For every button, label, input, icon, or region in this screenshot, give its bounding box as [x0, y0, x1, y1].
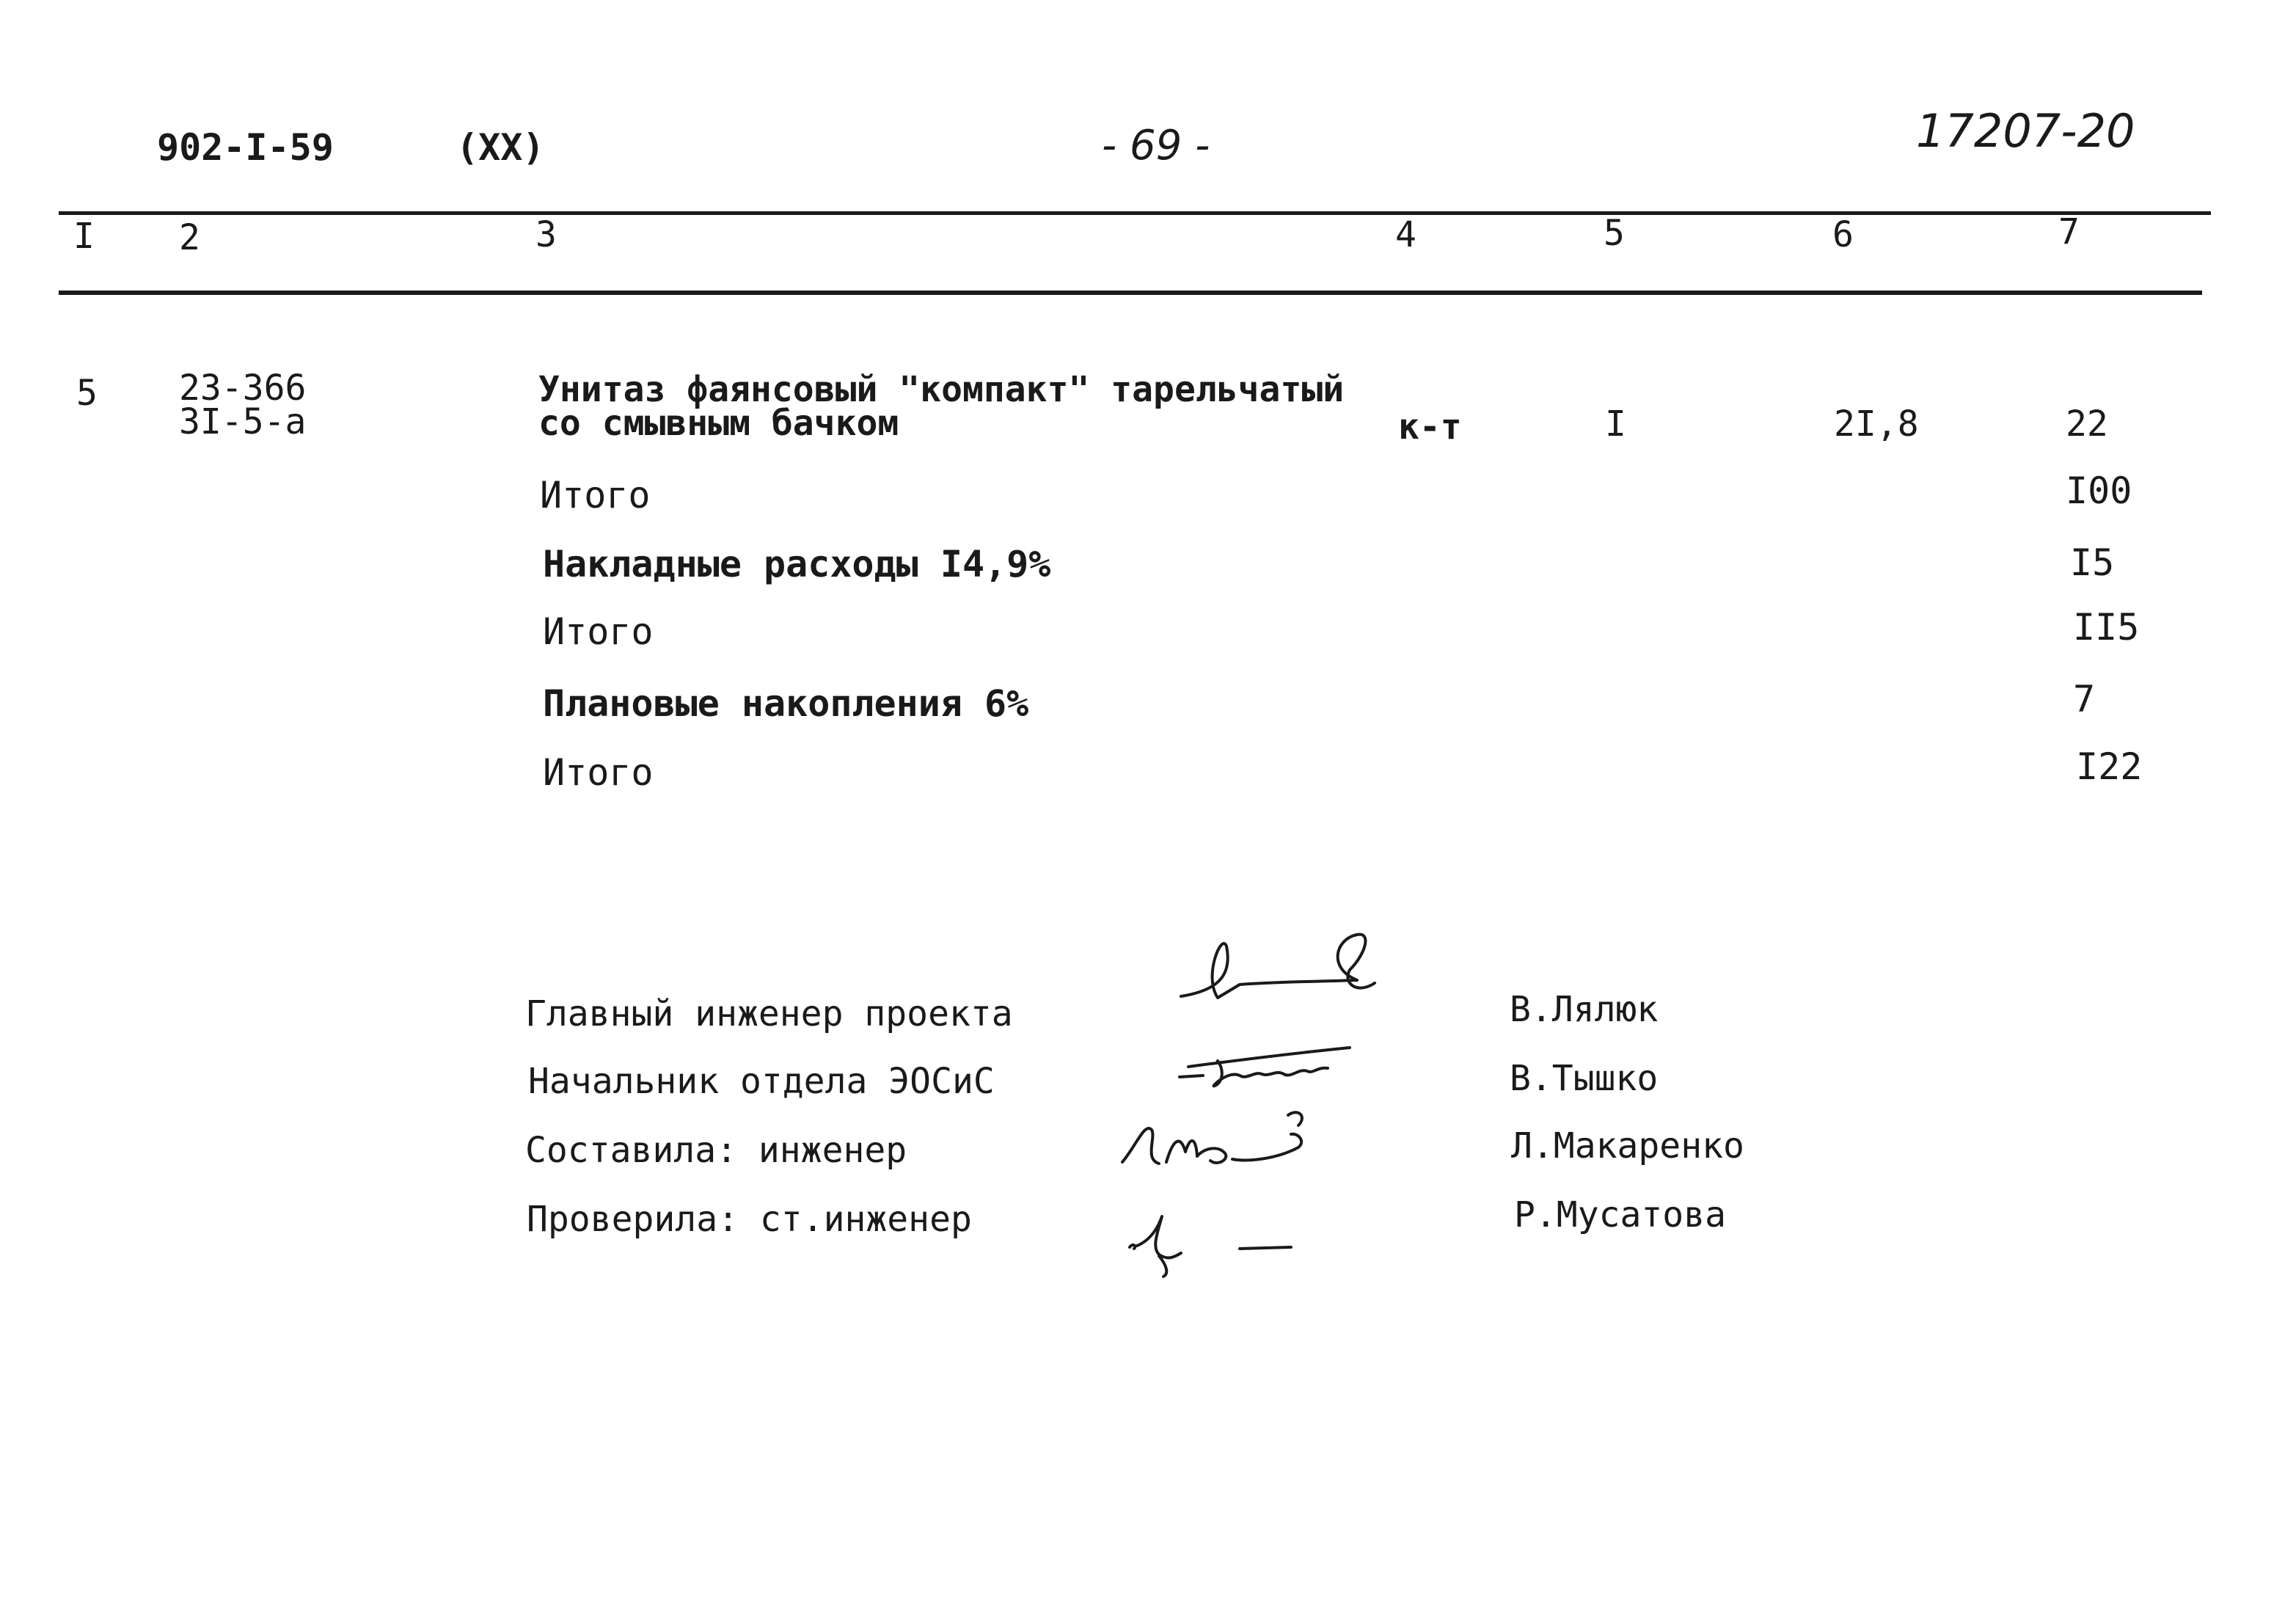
document-series: (XX) — [456, 126, 545, 169]
total-label-3: Итого — [543, 751, 654, 794]
total-label-2: Итого — [543, 610, 654, 653]
planned-savings-value: 7 — [2073, 678, 2096, 720]
column-number-4: 4 — [1395, 214, 1416, 255]
signature-role-4: Проверила: ст.инженер — [527, 1199, 972, 1240]
handwritten-signature-4 — [1115, 1203, 1306, 1284]
total-value-1: I00 — [2066, 470, 2132, 512]
overhead-label: Накладные расходы I4,9% — [543, 543, 1051, 585]
signature-name-1: В.Лялюк — [1510, 989, 1659, 1030]
column-number-6: 6 — [1832, 214, 1854, 255]
total-value-2: II5 — [2073, 606, 2140, 649]
signature-role-2: Начальник отдела ЭОСиС — [528, 1061, 995, 1102]
item-quantity: I — [1605, 404, 1626, 445]
table-top-rule — [59, 211, 2211, 215]
item-cost: 22 — [2066, 404, 2108, 445]
handwritten-signature-1 — [1174, 924, 1386, 1012]
signature-role-3: Составила: инженер — [525, 1130, 907, 1171]
total-value-3: I22 — [2076, 745, 2143, 788]
item-code — [179, 368, 307, 442]
signature-name-4: Р.Мусатова — [1514, 1194, 1726, 1235]
item-code-line-1: 23-366 — [179, 368, 307, 409]
signature-name-2: В.Тышко — [1510, 1058, 1659, 1099]
document-code: 902-I-59 — [157, 126, 334, 169]
overhead-value: I5 — [2070, 541, 2115, 584]
item-number: 5 — [76, 373, 98, 414]
total-label-1: Итого — [540, 474, 651, 516]
archive-number: 17207-20 — [1916, 104, 2135, 158]
item-name-line-2: со смывным бачком — [538, 403, 899, 444]
column-number-5: 5 — [1604, 213, 1625, 254]
item-price: 2I,8 — [1834, 404, 1919, 445]
planned-savings-label: Плановые накопления 6% — [543, 682, 1029, 725]
item-name-line-1: Унитаз фаянсовый "компакт" тарельчатый — [538, 369, 1345, 410]
column-number-2: 2 — [179, 217, 200, 258]
handwritten-signature-2 — [1174, 1034, 1364, 1093]
page-number: - 69 - — [1102, 122, 1210, 169]
item-code-line-2: 3I-5-a — [179, 401, 307, 442]
item-name — [538, 369, 1345, 444]
column-number-3: 3 — [535, 214, 557, 255]
table-header-bottom-rule — [59, 291, 2202, 295]
item-unit: к-т — [1398, 406, 1462, 448]
handwritten-signature-3 — [1115, 1100, 1320, 1181]
column-number-7: 7 — [2058, 211, 2080, 252]
signature-name-3: Л.Макаренко — [1511, 1125, 1744, 1166]
column-number-1: I — [73, 216, 95, 257]
signature-role-1: Главный инженер проекта — [525, 993, 1013, 1034]
